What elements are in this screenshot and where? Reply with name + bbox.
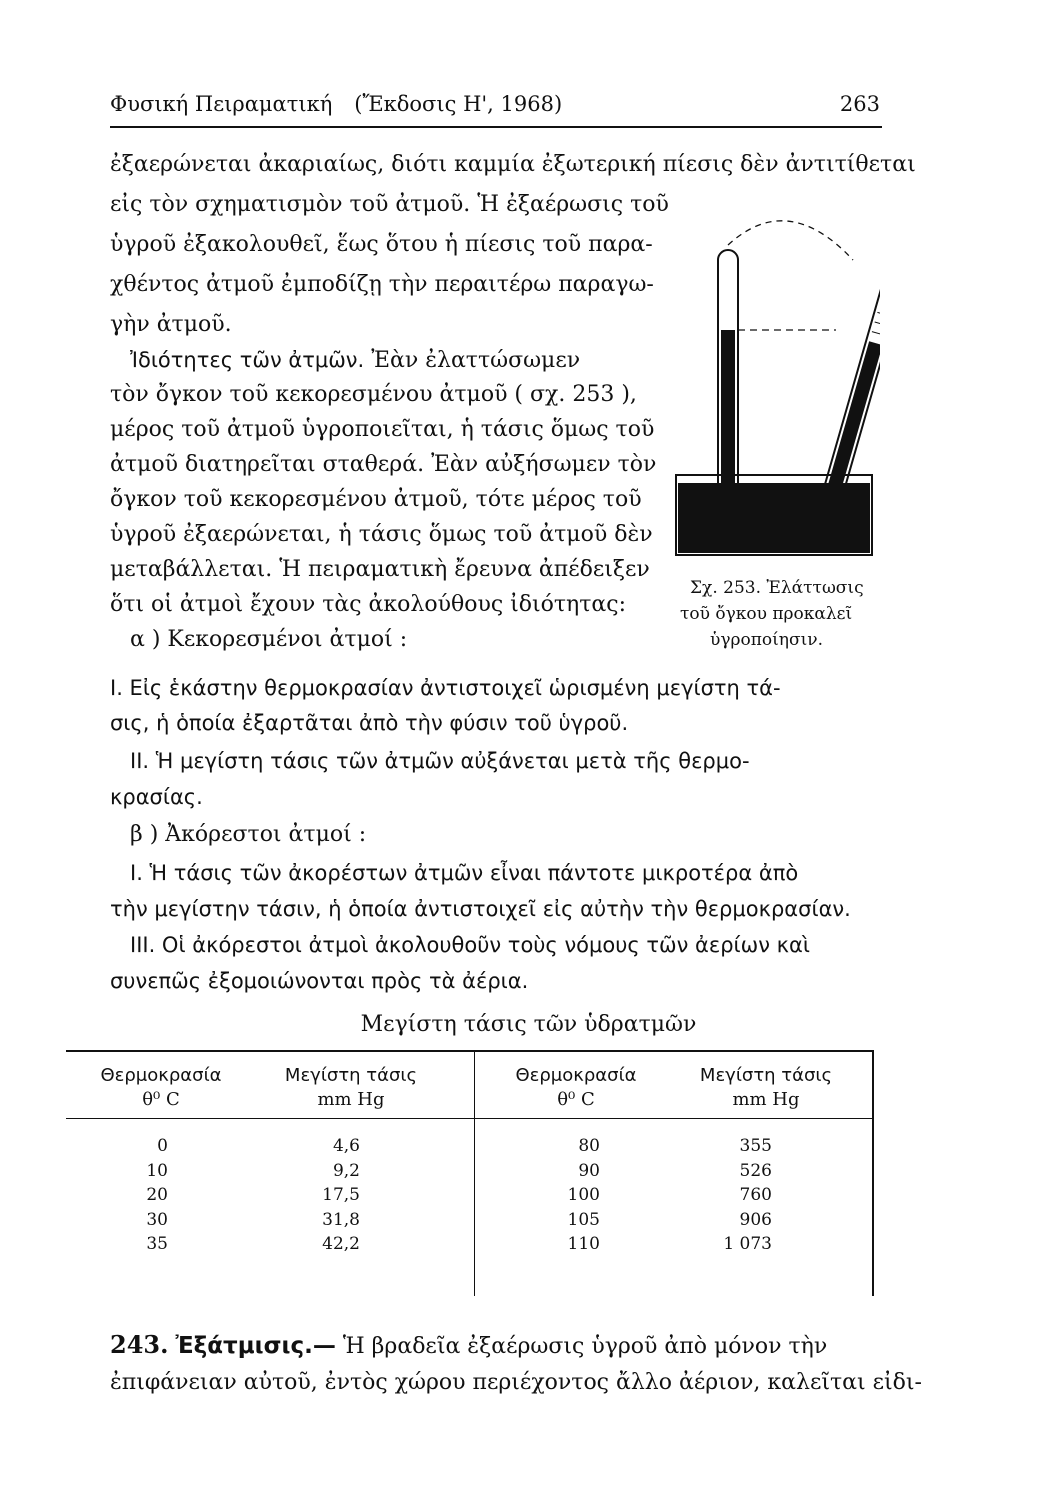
- section-243: [110, 1330, 827, 1359]
- header-pressure: Μεγίστη τάσις mm Hg: [699, 1065, 833, 1110]
- right-temperature-column: [536, 1134, 600, 1257]
- body-line: εἰς τὸν σχηματισμὸν τοῦ ἀτμοῦ. Ἡ ἐξαέρωσις τοῦ: [110, 192, 669, 217]
- running-header: [110, 92, 880, 126]
- body-line: ἐξαερώνεται ἀκαριαίως, διότι καμμία ἐξωτερική πίεσις δὲν ἀντιτίθεται: [110, 152, 916, 177]
- properties-paragraph-first-line: [130, 345, 580, 376]
- saturated-line: ΙΙ. Ἡ μεγίστη τάσις τῶν ἀτμῶν αὐξάνεται μετὰ τῆς θερμο-: [130, 749, 750, 773]
- page-number: 263: [839, 92, 880, 116]
- table-cell: 9,2: [332, 1160, 360, 1181]
- figure-caption-line: ὑγροποίησιν.: [710, 630, 823, 650]
- left-pressure-column: [296, 1134, 360, 1257]
- table-cell: 1 073: [723, 1234, 772, 1254]
- figure-caption-line: τοῦ ὄγκου προκαλεῖ: [680, 604, 853, 624]
- table-cell: 906: [739, 1209, 772, 1230]
- table-cell: 760: [739, 1185, 772, 1205]
- unsaturated-line: συνεπῶς ἐξομοιώνονται πρὸς τὰ ἀέρια.: [110, 969, 529, 993]
- table-cell: 4,6: [332, 1136, 360, 1156]
- header-rule: [110, 126, 882, 128]
- table-cell: 30: [146, 1209, 168, 1230]
- properties-line: τὸν ὄγκον τοῦ κεκορεσμένου ἀτμοῦ ( σχ. 253 ),: [110, 382, 637, 407]
- header-pressure: Μεγίστη τάσις mm Hg: [284, 1065, 418, 1110]
- saturated-line: κρασίας.: [110, 785, 203, 809]
- table-right-edge: [872, 1050, 874, 1296]
- unsaturated-heading: β ) Ἀκόρεστοι ἀτμοί :: [130, 822, 367, 847]
- book-title: Φυσική Πειραματική: [110, 92, 333, 116]
- table-cell: 0: [157, 1136, 168, 1156]
- table-cell: 35: [146, 1234, 168, 1254]
- edition: (Ἔκδοσις Η', 1968): [354, 92, 563, 116]
- vapour-pressure-table: [66, 1050, 874, 1296]
- body-line: ὑγροῦ ἐξακολουθεῖ, ἕως ὅτου ἡ πίεσις τοῦ παρα-: [110, 232, 653, 257]
- left-temperature-column: [106, 1134, 168, 1257]
- table-cell: 31,8: [322, 1209, 360, 1230]
- properties-line: μεταβάλλεται. Ἡ πειραματικὴ ἔρευνα ἀπέδειξεν: [110, 557, 650, 582]
- body-line: γὴν ἀτμοῦ.: [110, 312, 232, 337]
- saturated-heading: α ) Κεκορεσμένοι ἀτμοί :: [130, 627, 408, 652]
- table-cell: 355: [739, 1136, 772, 1156]
- table-divider: [474, 1050, 475, 1296]
- figure-caption-line: Σχ. 253. Ἐλάττωσις: [690, 578, 864, 598]
- figure-barometer-tubes: [668, 205, 880, 585]
- table-cell: 80: [578, 1136, 600, 1156]
- section-number: 243.: [110, 1330, 169, 1359]
- table-cell: 110: [567, 1234, 600, 1254]
- table-cell: 20: [146, 1185, 168, 1205]
- section-line: ἐπιφάνειαν αὐτοῦ, ἐντὸς χώρου περιέχοντος ἄλλο ἀέριον, καλεῖται εἰδι-: [110, 1370, 922, 1395]
- saturated-line: σις, ἡ ὁποία ἐξαρτᾶται ἀπὸ τὴν φύσιν τοῦ ὑγροῦ.: [110, 711, 629, 735]
- header-temperature: Θερμοκρασία θ⁰ C: [100, 1065, 222, 1110]
- table-cell: 100: [567, 1185, 600, 1205]
- table-cell: 17,5: [322, 1185, 360, 1205]
- properties-line: μέρος τοῦ ἀτμοῦ ὑγροποιεῖται, ἡ τάσις ὅμως τοῦ: [110, 417, 655, 442]
- body-line: χθέντος ἀτμοῦ ἐμποδίζῃ τὴν περαιτέρω παραγω-: [110, 272, 654, 297]
- properties-line: ὑγροῦ ἐξαερώνεται, ἡ τάσις ὅμως τοῦ ἀτμοῦ δὲν: [110, 522, 653, 547]
- unsaturated-line: τὴν μεγίστην τάσιν, ἡ ὁποία ἀντιστοιχεῖ εἰς αὐτὴν τὴν θερμοκρασίαν.: [110, 897, 851, 921]
- properties-line: Ἐὰν ἐλαττώσωμεν: [371, 348, 581, 373]
- table-header-rule: [66, 1118, 874, 1119]
- properties-heading: Ἰδιότητες τῶν ἀτμῶν.: [130, 348, 365, 372]
- right-pressure-column: [706, 1134, 772, 1257]
- table-title: Μεγίστη τάσις τῶν ὑδρατμῶν: [360, 1012, 697, 1037]
- properties-line: ὄγκον τοῦ κεκορεσμένου ἀτμοῦ, τότε μέρος τοῦ: [110, 487, 642, 512]
- saturated-line: Ι. Εἰς ἑκάστην θερμοκρασίαν ἀντιστοιχεῖ ὡρισμένη μεγίστη τά-: [110, 676, 781, 700]
- table-cell: 10: [146, 1160, 168, 1181]
- section-title: Ἐξάτμισις.—: [175, 1333, 336, 1359]
- table-cell: 90: [578, 1160, 600, 1181]
- table-cell: 42,2: [322, 1234, 360, 1254]
- header-temperature: Θερμοκρασία θ⁰ C: [515, 1065, 637, 1110]
- table-cell: 526: [739, 1160, 772, 1181]
- properties-line: ἀτμοῦ διατηρεῖται σταθερά. Ἐὰν αὐξήσωμεν τὸν: [110, 452, 657, 477]
- table-top-rule: [66, 1050, 874, 1052]
- section-line: Ἡ βραδεῖα ἐξαέρωσις ὑγροῦ ἀπὸ μόνον τὴν: [342, 1334, 828, 1359]
- table-cell: 105: [567, 1209, 600, 1230]
- unsaturated-line: Ι. Ἡ τάσις τῶν ἀκορέστων ἀτμῶν εἶναι πάντοτε μικροτέρα ἀπὸ: [130, 861, 799, 885]
- properties-line: ὅτι οἱ ἀτμοὶ ἔχουν τὰς ἀκολούθους ἰδιότητας:: [110, 592, 627, 617]
- unsaturated-line: ΙΙΙ. Οἱ ἀκόρεστοι ἀτμοὶ ἀκολουθοῦν τοὺς νόμους τῶν ἀερίων καὶ: [130, 933, 810, 957]
